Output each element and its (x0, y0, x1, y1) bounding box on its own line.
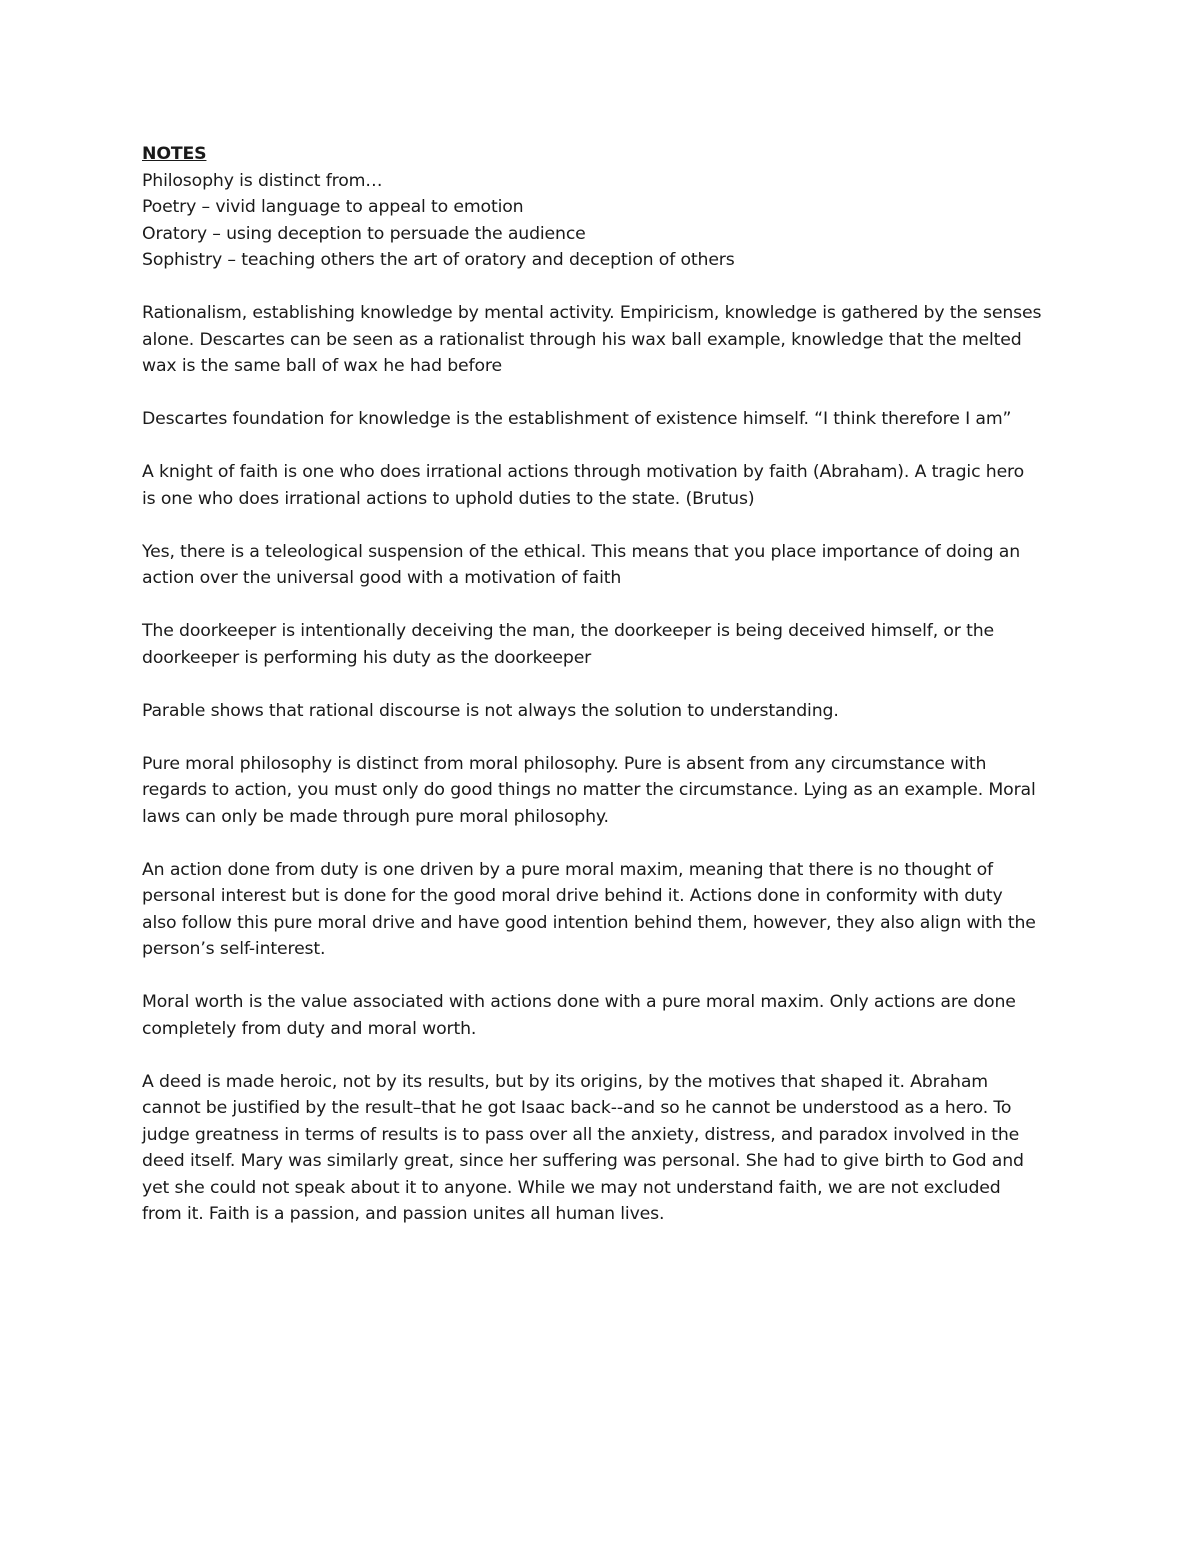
paragraph-teleological (142, 539, 1060, 592)
paragraph-line: Pure moral philosophy is distinct from moral philosophy. Pure is absent from any circumstance with (142, 753, 987, 774)
paragraph-line: deed itself. Mary was similarly great, since her suffering was personal. She had to give birth to God and (142, 1151, 1024, 1171)
intro-line: Sophistry – teaching others the art of oratory and deception of others (142, 250, 735, 270)
paragraph-line: wax is the same ball of wax he had before (142, 356, 502, 376)
paragraph-descartes (142, 406, 1060, 433)
intro-block (142, 141, 1060, 274)
paragraph-knight-of-faith (142, 459, 1060, 512)
paragraph-parable (142, 698, 1060, 725)
paragraph-line: judge greatness in terms of results is to pass over all the anxiety, distress, and paradox involved in the (142, 1124, 1020, 1145)
paragraph-line: action over the universal good with a motivation of faith (142, 568, 622, 588)
paragraph-line: laws can only be made through pure moral philosophy. (142, 806, 609, 827)
paragraph-line: Yes, there is a teleological suspension of the ethical. This means that you place importance of doing an (142, 541, 1021, 562)
paragraph-line: also follow this pure moral drive and have good intention behind them, however, they also align with the (142, 912, 1036, 933)
paragraph-line: doorkeeper is performing his duty as the doorkeeper (142, 647, 592, 668)
paragraph-heroic-deed (142, 1069, 1060, 1228)
paragraph-line: alone. Descartes can be seen as a rationalist through his wax ball example, knowledge that the melted (142, 329, 1022, 350)
paragraph-line: completely from duty and moral worth. (142, 1018, 477, 1039)
paragraph-line: yet she could not speak about it to anyone. While we may not understand faith, we are not excluded (142, 1177, 1001, 1198)
paragraph-line: The doorkeeper is intentionally deceiving the man, the doorkeeper is being deceived himself, or the (142, 621, 995, 641)
paragraph-line: cannot be justified by the result–that he got Isaac back--and so he cannot be understood as a hero. To (142, 1098, 1012, 1118)
paragraph-line: A deed is made heroic, not by its results, but by its origins, by the motives that shaped it. Abraham (142, 1071, 988, 1092)
intro-line: Philosophy is distinct from… (142, 170, 383, 191)
paragraph-line: person’s self-interest. (142, 939, 326, 959)
intro-line: Poetry – vivid language to appeal to emotion (142, 197, 524, 217)
paragraph-line: regards to action, you must only do good things no matter the circumstance. Lying as an example. Moral (142, 780, 1036, 800)
notes-heading: NOTES (142, 144, 207, 164)
paragraph-line: Parable shows that rational discourse is not always the solution to understanding. (142, 700, 839, 721)
paragraph-line: Descartes foundation for knowledge is the establishment of existence himself. “I think therefore I am” (142, 409, 1012, 429)
paragraph-line: An action done from duty is one driven by a pure moral maxim, meaning that there is no thought of (142, 859, 993, 880)
paragraph-line: Rationalism, establishing knowledge by mental activity. Empiricism, knowledge is gathered by the senses (142, 303, 1042, 323)
paragraph-line: Moral worth is the value associated with actions done with a pure moral maxim. Only actions are done (142, 992, 1016, 1012)
paragraph-line: is one who does irrational actions to uphold duties to the state. (Brutus) (142, 488, 755, 509)
notes-body (142, 141, 1060, 1254)
paragraph-moral-worth (142, 989, 1060, 1042)
paragraph-line: from it. Faith is a passion, and passion unites all human lives. (142, 1204, 665, 1224)
paragraph-line: personal interest but is done for the good moral drive behind it. Actions done in conformity with duty (142, 886, 1003, 906)
paragraph-line: A knight of faith is one who does irrational actions through motivation by faith (Abraham). A tragic hero (142, 462, 1025, 482)
paragraph-rationalism (142, 300, 1060, 380)
paragraph-duty (142, 857, 1060, 963)
paragraph-pure-moral (142, 751, 1060, 831)
paragraph-doorkeeper (142, 618, 1060, 671)
intro-line: Oratory – using deception to persuade the audience (142, 223, 586, 244)
